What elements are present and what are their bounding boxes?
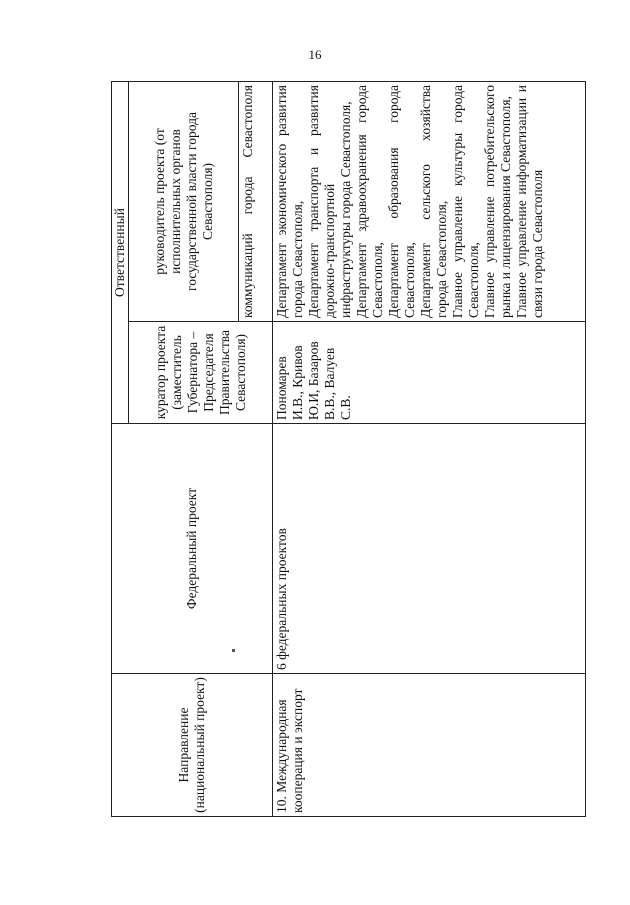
header-leader: руководитель проекта (от исполнительных органов государственной власти города Севастополя): [129, 82, 239, 322]
leader-line: Главное управление культуры города Севастополя,: [450, 85, 481, 318]
leader-cell: [273, 82, 586, 322]
table-container: [111, 82, 586, 817]
federal-project-cell: 6 федеральных проектов: [273, 424, 586, 674]
curators-cell: Пономарев И.В., Кривов Ю.И, Базаров В.В., Валуев С.В.: [273, 322, 586, 424]
leader-line: Главное управление информатизации и связи города Севастополя: [514, 85, 545, 318]
leader-continuation: коммуникаций города Севастополя: [239, 82, 273, 322]
leader-line: Департамент здравоохранения города Севастополя,: [354, 85, 385, 318]
header-curator: куратор проекта (заместитель Губернатора – Председателя Правительства Севастополя): [129, 322, 273, 424]
leader-line: Департамент транспорта и развития дорожно-транспортной инфраструктуры города Севастополя,: [306, 85, 353, 318]
leader-line: Департамент экономического развития города Севастополя,: [274, 85, 305, 318]
projects-table: [111, 81, 586, 817]
table-row: [273, 82, 586, 817]
page-number: 16: [308, 47, 322, 62]
header-direction: Направление (национальный проект): [112, 674, 273, 817]
scan-dot: [232, 649, 235, 652]
leader-line: Департамент сельского хозяйства города Севастополя,: [418, 85, 449, 318]
direction-cell: 10. Международная кооперация и экспорт: [273, 674, 586, 817]
leader-line: Главное управление потребительского рынка и лицензирования Севастополя,: [482, 85, 513, 318]
rotated-table-area: [111, 82, 586, 817]
header-responsible: Ответственный: [112, 82, 129, 424]
header-federal-project: Федеральный проект: [112, 424, 273, 674]
leader-line: Департамент образования города Севастополя,: [386, 85, 417, 318]
